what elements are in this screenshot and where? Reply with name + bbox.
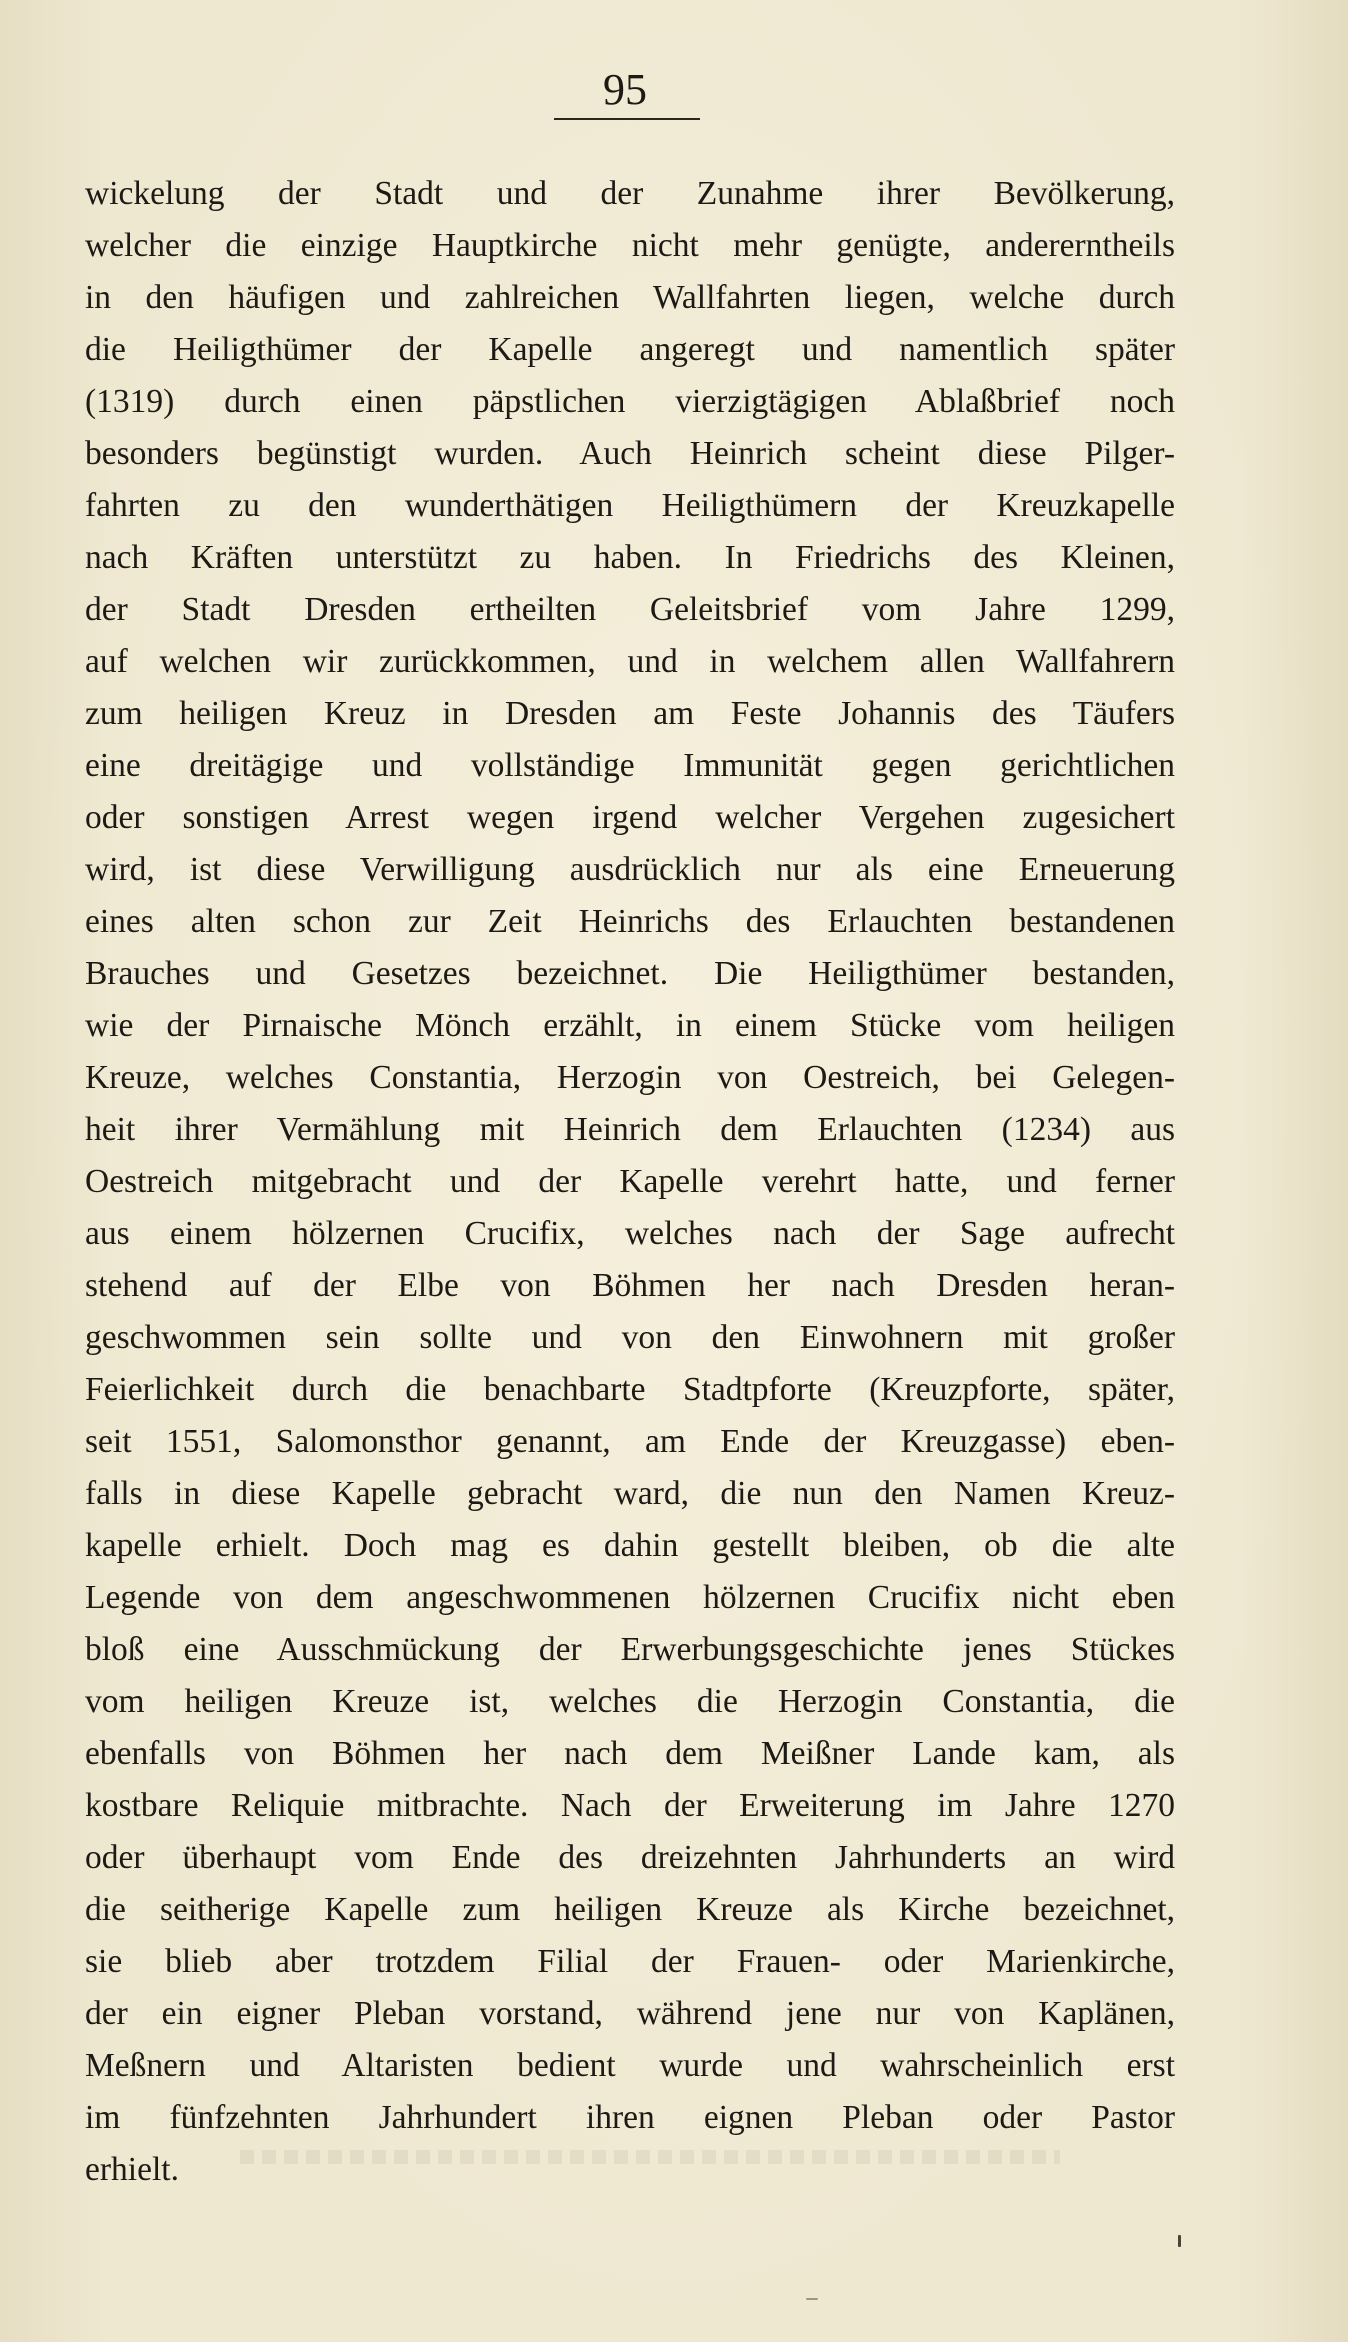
text-line: aus einem hölzernen Crucifix, welches nach der Sage aufrecht [85, 1215, 1175, 1252]
text-line: vom heiligen Kreuze ist, welches die Herzogin Constantia, die [85, 1683, 1175, 1720]
text-line: kapelle erhielt. Doch mag es dahin gestellt bleiben, ob die alte [85, 1527, 1175, 1564]
text-line: wird, ist diese Verwilligung ausdrücklich nur als eine Erneuerung [85, 851, 1175, 888]
text-line: seit 1551, Salomonsthor genannt, am Ende der Kreuzgasse) eben- [85, 1423, 1175, 1460]
text-line: zum heiligen Kreuz in Dresden am Feste Johannis des Täufers [85, 695, 1175, 732]
page-number: 95 [603, 65, 647, 114]
text-line: stehend auf der Elbe von Böhmen her nach Dresden heran- [85, 1267, 1175, 1304]
text-line: Kreuze, welches Constantia, Herzogin von Oestreich, bei Gelegen- [85, 1059, 1175, 1096]
text-line: besonders begünstigt wurden. Auch Heinrich scheint diese Pilger- [85, 435, 1175, 472]
header-rule [554, 118, 700, 120]
text-line: ebenfalls von Böhmen her nach dem Meißner Lande kam, als [85, 1735, 1175, 1772]
text-line: eines alten schon zur Zeit Heinrichs des Erlauchten bestandenen [85, 903, 1175, 940]
text-line: falls in diese Kapelle gebracht ward, die nun den Namen Kreuz- [85, 1475, 1175, 1512]
text-line: fahrten zu den wunderthätigen Heiligthümern der Kreuzkapelle [85, 487, 1175, 524]
text-line: Meßnern und Altaristen bedient wurde und wahrscheinlich erst [85, 2047, 1175, 2084]
text-line: in den häufigen und zahlreichen Wallfahrten liegen, welche durch [85, 279, 1175, 316]
text-line: Feierlichkeit durch die benachbarte Stadtpforte (Kreuzpforte, später, [85, 1371, 1175, 1408]
text-line: oder sonstigen Arrest wegen irgend welcher Vergehen zugesichert [85, 799, 1175, 836]
text-line: Legende von dem angeschwommenen hölzernen Crucifix nicht eben [85, 1579, 1175, 1616]
text-line: der Stadt Dresden ertheilten Geleitsbrief vom Jahre 1299, [85, 591, 1175, 628]
text-line: wickelung der Stadt und der Zunahme ihrer Bevölkerung, [85, 175, 1175, 212]
text-line: die Heiligthümer der Kapelle angeregt und namentlich später [85, 331, 1175, 368]
text-line: die seitherige Kapelle zum heiligen Kreuze als Kirche bezeichnet, [85, 1891, 1175, 1928]
text-line: auf welchen wir zurückkommen, und in welchem allen Wallfahrern [85, 643, 1175, 680]
text-line: Oestreich mitgebracht und der Kapelle verehrt hatte, und ferner [85, 1163, 1175, 1200]
text-line: erhielt. [85, 2151, 179, 2188]
text-line: (1319) durch einen päpstlichen vierzigtägigen Ablaßbrief noch [85, 383, 1175, 420]
text-line: heit ihrer Vermählung mit Heinrich dem Erlauchten (1234) aus [85, 1111, 1175, 1148]
ink-speck [1178, 2235, 1181, 2247]
text-line: oder überhaupt vom Ende des dreizehnten Jahrhunderts an wird [85, 1839, 1175, 1876]
text-line: Brauches und Gesetzes bezeichnet. Die Heiligthümer bestanden, [85, 955, 1175, 992]
text-line: geschwommen sein sollte und von den Einwohnern mit großer [85, 1319, 1175, 1356]
text-line: der ein eigner Pleban vorstand, während jene nur von Kaplänen, [85, 1995, 1175, 2032]
text-line: im fünfzehnten Jahrhundert ihren eignen Pleban oder Pastor [85, 2099, 1175, 2136]
body-text [85, 168, 1175, 2196]
ink-speck [806, 2298, 818, 2300]
show-through-print [240, 2150, 1060, 2164]
text-line: nach Kräften unterstützt zu haben. In Friedrichs des Kleinen, [85, 539, 1175, 576]
text-line: sie blieb aber trotzdem Filial der Frauen- oder Marienkirche, [85, 1943, 1175, 1980]
text-line: welcher die einzige Hauptkirche nicht mehr genügte, andererntheils [85, 227, 1175, 264]
text-line: bloß eine Ausschmückung der Erwerbungsgeschichte jenes Stückes [85, 1631, 1175, 1668]
text-line: wie der Pirnaische Mönch erzählt, in einem Stücke vom heiligen [85, 1007, 1175, 1044]
text-line: eine dreitägige und vollständige Immunität gegen gerichtlichen [85, 747, 1175, 784]
text-line: kostbare Reliquie mitbrachte. Nach der Erweiterung im Jahre 1270 [85, 1787, 1175, 1824]
